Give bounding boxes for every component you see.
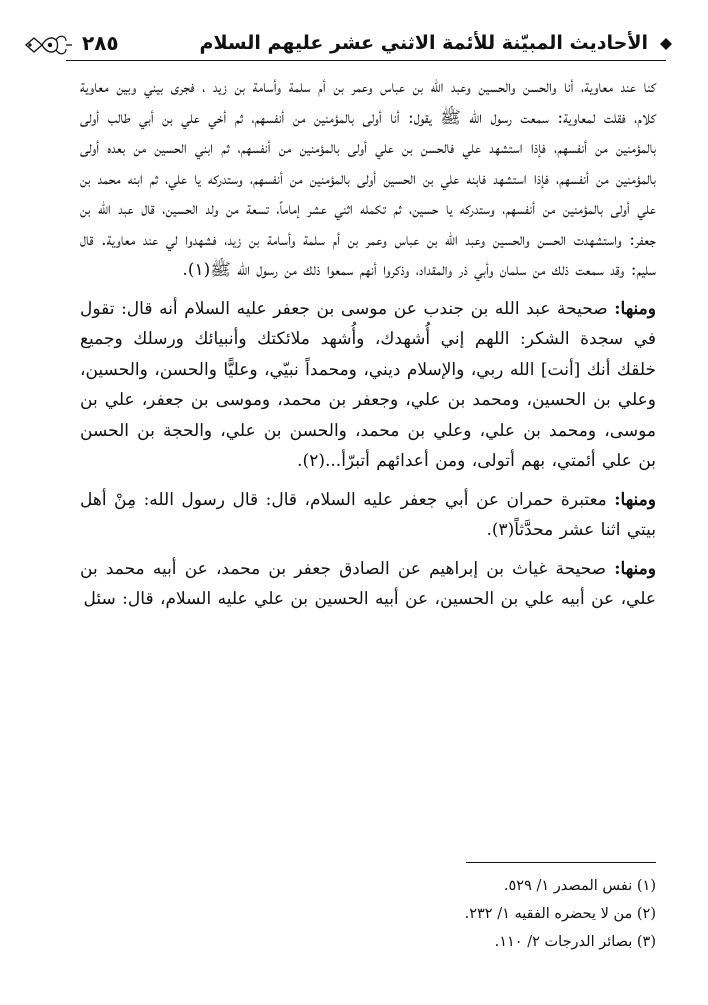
header-rule <box>66 60 666 61</box>
paragraph-3 <box>80 485 656 546</box>
paragraph-4 <box>80 554 656 615</box>
footnote-3: (٣) بصائر الدرجات ٢/ ١١٠. <box>494 934 656 950</box>
page-number: ٢٨٥ <box>82 31 119 55</box>
page-header <box>22 30 672 64</box>
paragraph-2 <box>80 294 656 477</box>
footnote-rule <box>466 862 656 863</box>
footnotes <box>80 862 656 956</box>
diamond-bullet-icon <box>660 38 672 50</box>
footnote-1: (١) نفس المصدر ١/ ٥٢٩. <box>503 878 656 894</box>
paragraph-lead: ومنها: <box>614 558 656 579</box>
body-text <box>80 72 656 615</box>
paragraph-lead: ومنها: <box>614 489 656 510</box>
paragraph-text: صحيحة غياث بن إبراهيم عن الصادق جعفر بن محمد، عن أبيه محمد بن علي، عن أبيه علي بن الحسين، عن أبيه الحسين بن علي عليه السلام، قال: سئل <box>80 558 656 609</box>
footnote-2: (٢) من لا يحضره الفقيه ١/ ٢٣٢. <box>464 906 656 922</box>
paragraph-text: صحيحة عبد الله بن جندب عن موسى بن جعفر عليه السلام أنه قال: تقول في سجدة الشكر: اللهم إني أُشهدك، وأُشهد ملائكتك وأنبيائك ورسلك وجميع خلقك أنك [أنت] الله ربي، والإسلام ديني، ومحمداً نبيّي، وعليًّا والحسن، والحسين، وعلي بن الحسين، ومحمد بن علي، وجعفر بن محمد، وموسى بن جعفر، علي بن موسى، ومحمد بن علي، وعلي بن محمد، والحسن بن علي، والحجة بن الحسن بن علي أئمتي، بهم أتولى، ومن أعدائهم أتبرّأ...(٢). <box>80 298 656 471</box>
running-title: الأحاديث المبيّنة للأئمة الاثني عشر عليهم السلام <box>199 32 648 54</box>
paragraph-1 <box>80 72 656 286</box>
ornament-icon <box>22 32 74 58</box>
paragraph-text: معتبرة حمران عن أبي جعفر عليه السلام، قال: قال رسول الله: مِنْ أهل بيتي اثنا عشر محدَّثاً(٣). <box>80 489 656 540</box>
paragraph-text: كنا عند معاوية، أنا والحسن والحسين وعبد الله بن عباس وعمر بن أم سلمة وأسامة بن زيد ، فجرى بيني وبين معاوية كلام، فقلت لمعاوية: سمعت رسول الله ﷺ يقول: أنا أولى بالمؤمنين من أنفسهم، ثم أخي علي بن أبي طالب أولى بالمؤمنين من أنفسهم، فإذا استشهد علي فالحسن بن علي أولى بالمؤمنين من أنفسهم، ثم ابني الحسين من بعده أولى بالمؤمنين من أنفسهم، فإذا استشهد فابنه علي بن الحسين أولى بالمؤمنين من أنفسهم، وستدركه يا علي، ثم ابنه محمد بن علي أولى بالمؤمنين من أنفسهم، وستدركه يا حسين، ثم تكمله اثني عشر إماماً، تسعة من ولد الحسين، قال عبد الله بن جعفر: واستشهدت الحسن والحسين وعبد الله بن عباس وعمر بن أم سلمة وأسامة بن زيد، فشهدوا لي عند معاوية. قال سليم: وقد سمعت ذلك من سلمان وأبي ذر والمقداد، وذكروا أنهم سمعوا ذلك من رسول الله ﷺ(١). <box>80 77 656 280</box>
paragraph-lead: ومنها: <box>614 298 656 319</box>
